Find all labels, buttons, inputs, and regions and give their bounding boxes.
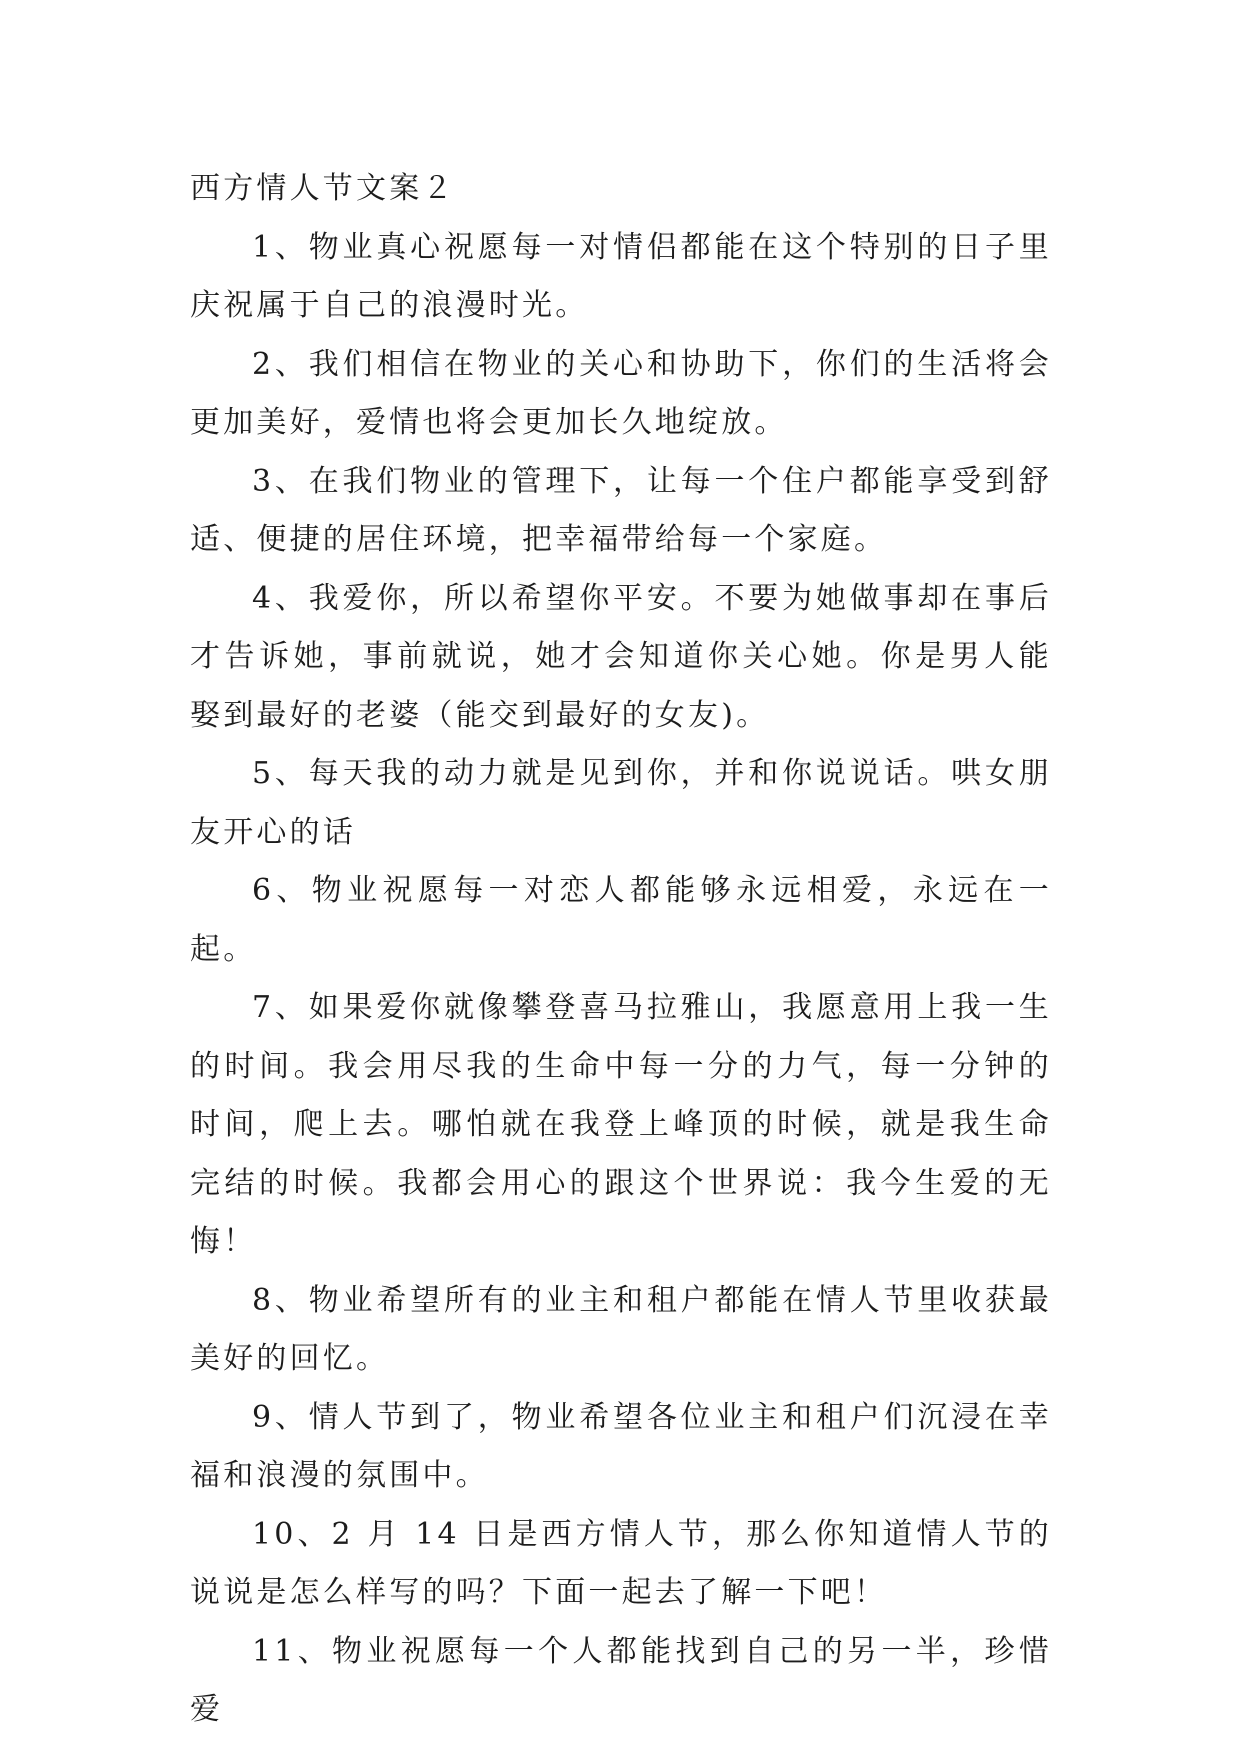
paragraph: 10、2 月 14 日是西方情人节，那么你知道情人节的说说是怎么样写的吗？下面一起去了解一下吧！ — [190, 1516, 1052, 1610]
paragraph: 3、在我们物业的管理下，让每一个住户都能享受到舒适、便捷的居住环境，把幸福带给每一个家庭。 — [190, 463, 1052, 557]
paragraph: 9、情人节到了，物业希望各位业主和租户们沉浸在幸福和浪漫的氛围中。 — [190, 1399, 1052, 1493]
paragraph: 7、如果爱你就像攀登喜马拉雅山，我愿意用上我一生的时间。我会用尽我的生命中每一分的力气，每一分钟的时间，爬上去。哪怕就在我登上峰顶的时候，就是我生命完结的时候。我都会用心的跟这个世界说：我今生爱的无悔！ — [190, 990, 1052, 1259]
paragraph: 11、物业祝愿每一个人都能找到自己的另一半，珍惜爱 — [190, 1633, 1052, 1727]
paragraph: 8、物业希望所有的业主和租户都能在情人节里收获最美好的回忆。 — [190, 1282, 1052, 1376]
document-title: 西方情人节文案２ — [190, 171, 456, 206]
paragraph: 5、每天我的动力就是见到你，并和你说说话。哄女朋友开心的话 — [190, 756, 1052, 850]
paragraph: 6、物业祝愿每一对恋人都能够永远相爱，永远在一起。 — [190, 873, 1052, 967]
paragraph: 2、我们相信在物业的关心和协助下，你们的生活将会更加美好，爱情也将会更加长久地绽放。 — [190, 346, 1052, 440]
paragraph: 4、我爱你，所以希望你平安。不要为她做事却在事后才告诉她，事前就说，她才会知道你关心她。你是男人能娶到最好的老婆（能交到最好的女友)。 — [190, 580, 1052, 733]
document-body — [190, 160, 1052, 1740]
paragraph: 1、物业真心祝愿每一对情侣都能在这个特别的日子里庆祝属于自己的浪漫时光。 — [190, 229, 1052, 323]
